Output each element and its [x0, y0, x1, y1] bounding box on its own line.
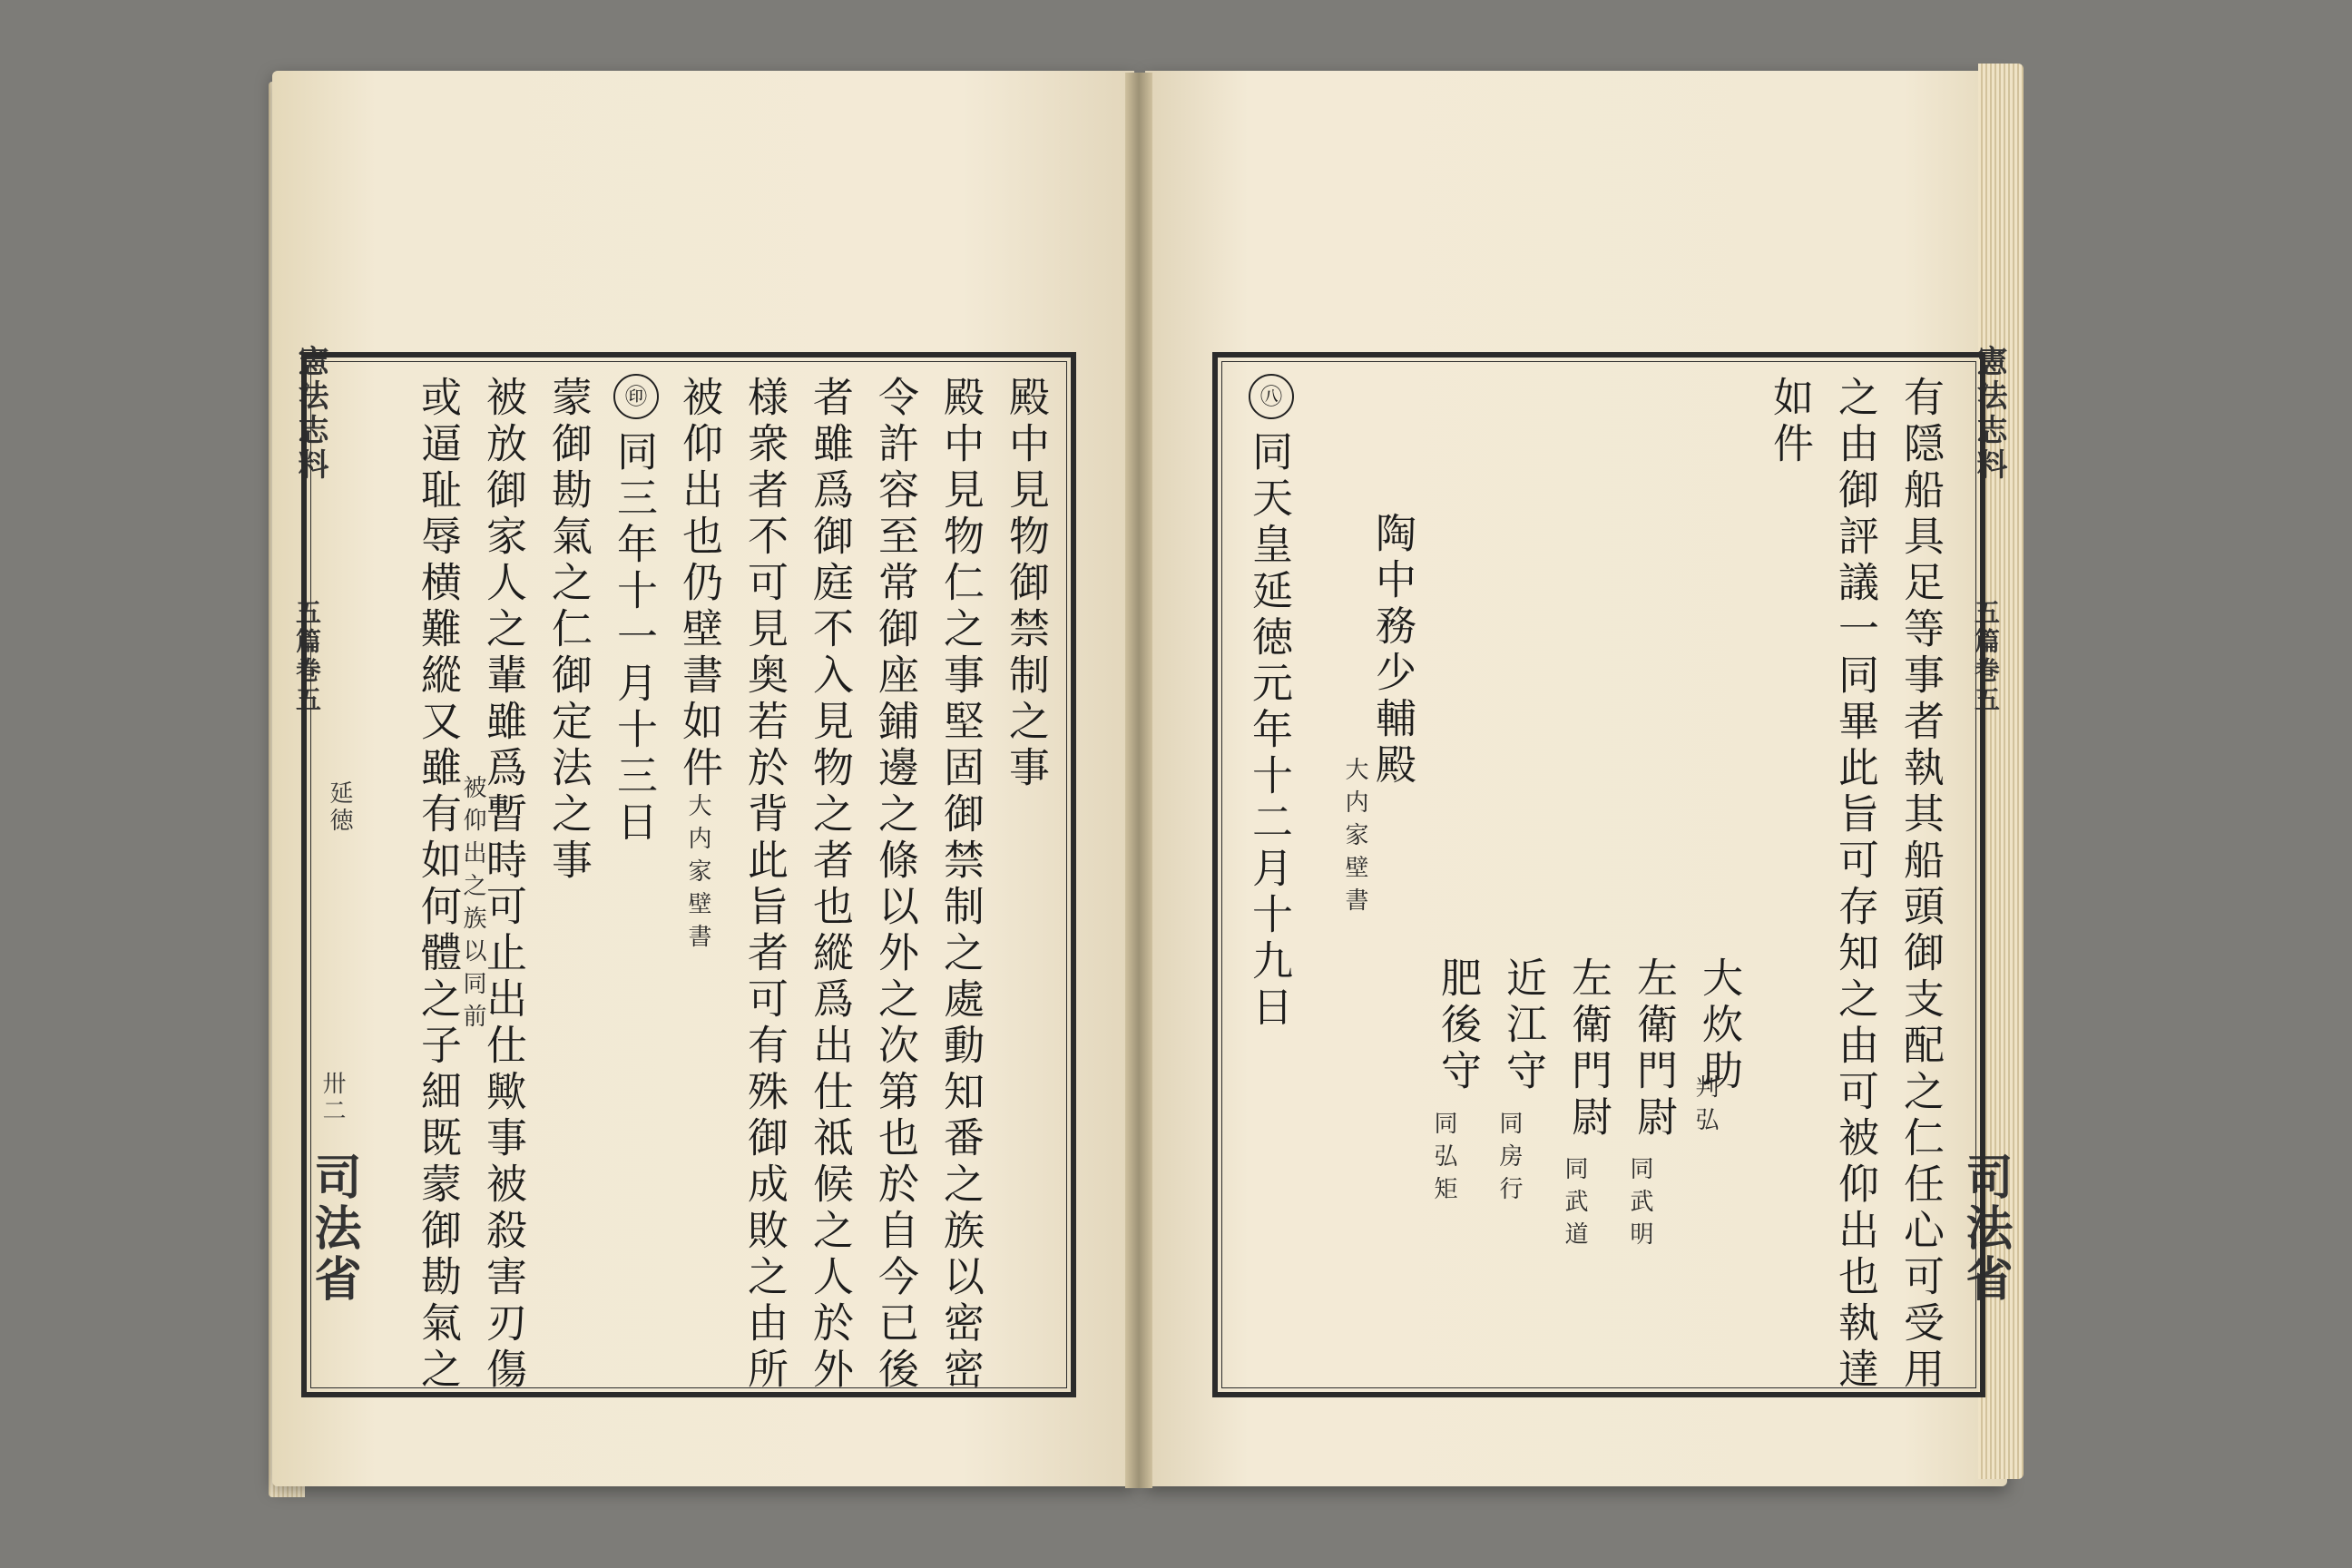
left-col-2: 殿中見物仁之事堅固御禁制之處動知番之族以密密 [936, 376, 985, 1394]
left-col-6: 被仰出也仍壁書如件 [675, 376, 723, 792]
right-margin-volume: 五篇巻五 [1971, 599, 2001, 715]
left-col-5: 様衆者不可見奥若於背此旨者可有殊御成敗之由所 [740, 376, 789, 1394]
right-col-1: 有隠船具足等事者執其船頭御支配之仁任心可受用 [1896, 376, 1945, 1394]
signature-name-3: 同武道 [1561, 1156, 1588, 1254]
left-text-frame [301, 352, 1076, 1397]
signature-name-2: 同武明 [1626, 1156, 1653, 1254]
right-margin-publisher: 司法省 [1957, 1152, 2013, 1305]
right-date-column: 同天皇延徳元年十二月十九日 [1245, 430, 1293, 1032]
signature-title-3: 左衛門尉 [1564, 956, 1612, 1142]
right-col-3: 如件 [1766, 376, 1814, 468]
right-col-2: 之由御評議一同畢此旨可存知之由可被仰出也執達 [1831, 376, 1879, 1394]
addressee: 陶中務少輔殿 [1368, 512, 1416, 789]
left-col-7: 同三年十一月十三日 [610, 430, 658, 847]
signature-name-5: 同弘矩 [1430, 1111, 1457, 1209]
left-col-9: 被放御家人之輩雖爲暫時可止出仕歟事被殺害刃傷 [479, 376, 527, 1394]
left-margin-era: 延徳 [326, 780, 353, 835]
left-margin-page: 卅二 [318, 1071, 346, 1125]
right-text-frame [1212, 352, 1985, 1397]
left-col-3: 令許容至常御座鋪邊之條以外之次第也於自今已後 [871, 376, 919, 1394]
left-margin-title: 憲法志料 [292, 345, 328, 483]
left-col-8: 蒙御勘氣之仁御定法之事 [544, 376, 593, 885]
left-col-9-note: 被仰出之族以同前 [459, 775, 486, 1036]
left-margin-volume: 五篇巻五 [292, 599, 322, 715]
left-col-1: 殿中見物御禁制之事 [1002, 376, 1050, 792]
signature-title-2: 左衛門尉 [1630, 956, 1678, 1142]
right-entry-number-circle: ㊇ [1249, 374, 1294, 419]
signature-title-1: 大炊助 [1695, 956, 1743, 1095]
signature-name-4: 同房行 [1495, 1111, 1523, 1209]
addressee-note: 大内家壁書 [1341, 757, 1368, 920]
left-col-10: 或逼耻辱横難縱又雖有如何體之子細既蒙御勘氣之 [414, 376, 462, 1394]
entry-number-circle: ㊞ [613, 374, 659, 419]
signature-name-1: 判弘 [1691, 1074, 1719, 1140]
right-margin-title: 憲法志料 [1971, 345, 2007, 483]
left-margin-publisher: 司法省 [306, 1152, 361, 1305]
signature-title-4: 近江守 [1499, 956, 1547, 1095]
left-col-6-note: 大内家壁書 [684, 793, 711, 956]
signature-title-5: 肥後守 [1434, 956, 1482, 1095]
book-gutter [1125, 73, 1152, 1488]
left-col-4: 者雖爲御庭不入見物之者也縱爲出仕祗候之人於外 [806, 376, 854, 1394]
